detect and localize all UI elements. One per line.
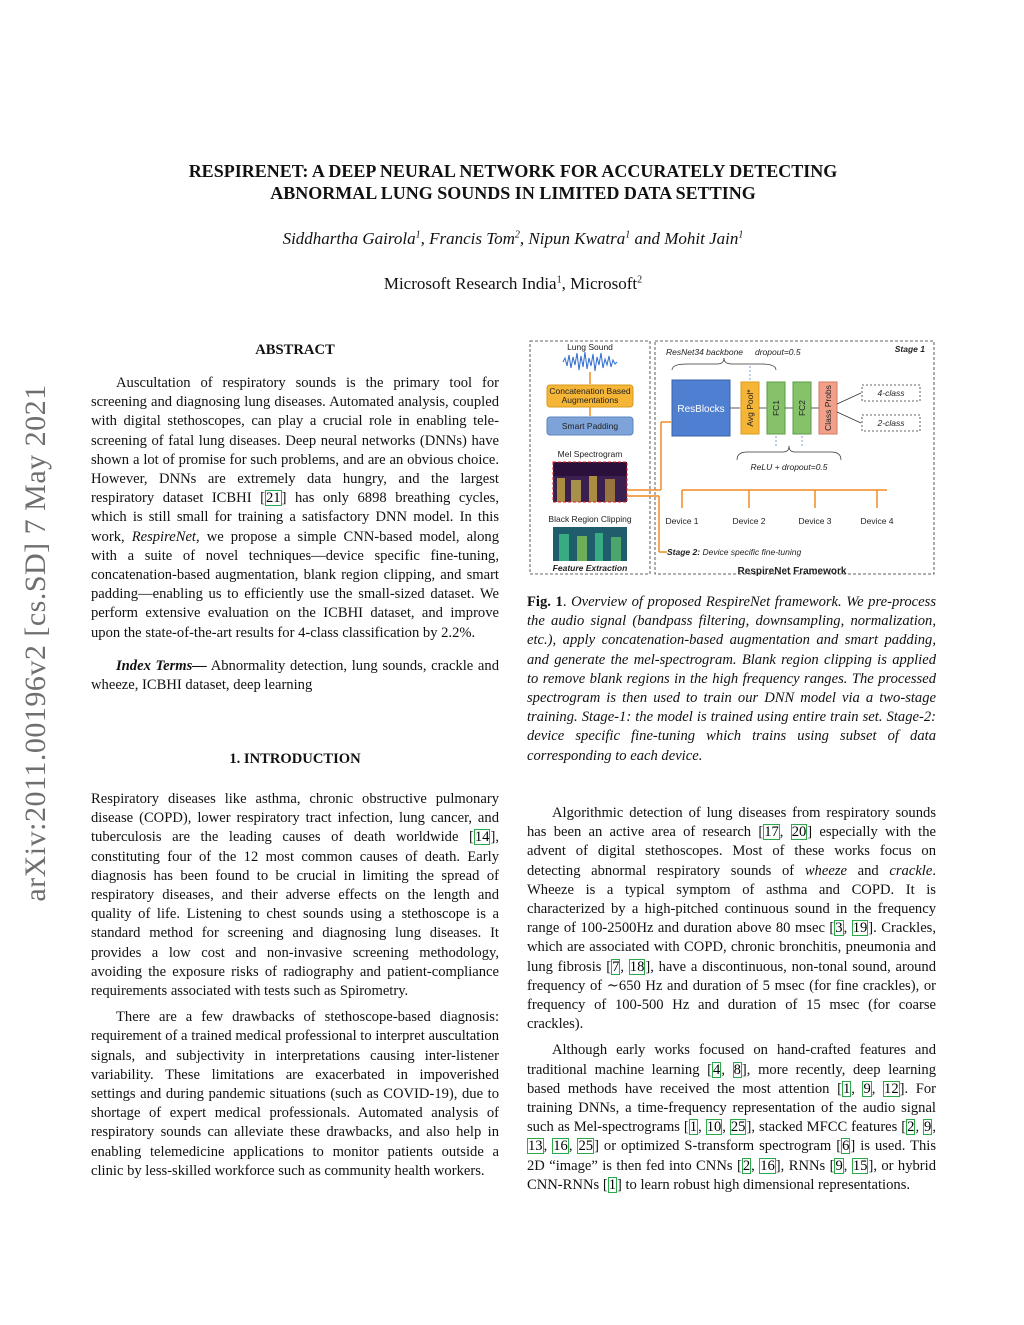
feature-extraction-label: Feature Extraction bbox=[552, 563, 628, 573]
author-list: Siddhartha Gairola$^1$, Francis Tom$^2$, Nipun Kwatra$^1$ and Mohit Jain$^1$ bbox=[282, 229, 744, 248]
paper-title: RESPIRENET: A DEEP NEURAL NETWORK FOR ACCURATELY DETECTING ABNORMAL LUNG SOUNDS IN LIMITED DATA SETTING bbox=[188, 161, 838, 203]
citation-link[interactable]: 17 bbox=[764, 824, 779, 841]
citation-link[interactable]: 9 bbox=[924, 1119, 932, 1136]
citation-link[interactable]: 25 bbox=[578, 1138, 594, 1155]
svg-text:2-class: 2-class bbox=[877, 418, 905, 428]
svg-text:Concatenation Based: Concatenation Based bbox=[549, 386, 631, 396]
abstract-heading: ABSTRACT bbox=[255, 342, 335, 358]
index-terms-label: Index Terms— bbox=[116, 657, 207, 674]
affiliations: Microsoft Research India$^1$, Microsoft$^2$ bbox=[383, 274, 643, 293]
citation-link[interactable]: 7 bbox=[612, 958, 620, 975]
citation-link[interactable]: 1 bbox=[608, 1176, 616, 1193]
citation-link[interactable]: 8 bbox=[733, 1061, 741, 1078]
citation-link[interactable]: 10 bbox=[706, 1119, 722, 1136]
device-3-label: Device 3 bbox=[798, 516, 832, 526]
citation-link[interactable]: 9 bbox=[835, 1157, 843, 1174]
citation-link[interactable]: 2 bbox=[907, 1119, 915, 1136]
citation-link[interactable]: 1 bbox=[689, 1119, 698, 1136]
citation-link[interactable]: 2 bbox=[742, 1157, 751, 1174]
svg-text:FC1: FC1 bbox=[771, 399, 781, 417]
figure-1 bbox=[527, 338, 937, 580]
svg-text:Avg Pool*: Avg Pool* bbox=[745, 389, 755, 427]
citation-link[interactable]: 1 bbox=[842, 1080, 851, 1097]
citation-link[interactable]: 19 bbox=[852, 920, 868, 937]
framework-box bbox=[655, 341, 934, 574]
device-4-label: Device 4 bbox=[860, 516, 894, 526]
citation-link[interactable]: 9 bbox=[863, 1080, 871, 1097]
respirenet-framework-diagram bbox=[527, 338, 937, 580]
svg-text:Class Probs: Class Probs bbox=[823, 385, 833, 431]
citation-link[interactable]: 12 bbox=[884, 1080, 899, 1097]
svg-text:4-class: 4-class bbox=[877, 388, 905, 398]
citation-link[interactable]: 20 bbox=[791, 824, 807, 841]
citation-link[interactable]: 6 bbox=[842, 1138, 850, 1155]
right-column-body: Algorithmic detection of lung diseases from respiratory sounds has been an active area of research [17, 20] especially with the advent of digital stethoscopes. Most of these works focus on detecting abnormal respiratory sounds of wheeze and crackle. Wheeze is a typical symptom of asthma and COPD. It is characterized by a high-pitched continuous sound in the frequency range of 100-2500Hz and duration above 80 msec [3, 19]. Crackles, which are associated with COPD, chronic bronchitis, pneumonia and lung fibrosis [7, 18], have a discontinuous, non-tonal sound, around frequency of ∼650 Hz and duration of 5 msec (for fine crackles), or frequency of 100-500 Hz and duration of 15 msec (for coarse crackles). Although early works focused on hand-crafted features and traditional machine learning [4, 8], more recently, deep learning based methods have received the most attention [1, 9, 12]. For training DNNs, a time-frequency representation of the audio signal such as Mel-spectrograms [1, 10, 25], stacked MFCC features [2, 9, 13, 16, 25] or optimized S-transform spectrogram [6] is used. This 2D “image” is then fed into CNNs [2, 16], RNNs [9, 15], or hybrid CNN-RNNs [1] to learn robust high dimensional representations. bbox=[527, 805, 937, 1193]
citation-link[interactable]: 13 bbox=[528, 1138, 543, 1155]
device-2-label: Device 2 bbox=[732, 516, 766, 526]
black-region-label: Black Region Clipping bbox=[548, 514, 632, 524]
svg-text:ResBlocks: ResBlocks bbox=[677, 404, 725, 415]
citation-link[interactable]: 16 bbox=[760, 1157, 775, 1174]
citation-link[interactable]: 18 bbox=[629, 958, 645, 975]
relu-label: ReLU + dropout=0.5 bbox=[750, 462, 828, 472]
citation-link[interactable]: 25 bbox=[730, 1119, 746, 1136]
lung-sound-waveform bbox=[563, 352, 617, 371]
svg-text:Augmentations: Augmentations bbox=[561, 395, 619, 405]
abstract-body: Auscultation of respiratory sounds is the primary tool for screening and diagnosing lung diseases. Automated analysis, coupled with digital stethoscopes, can play a crucial role in enabling tele-screening of fatal lung diseases. Deep neural networks (DNNs) have shown a lot of promise for such problems, and are an obvious choice. However, DNNs are extremely data hungry, and the largest respiratory dataset ICBHI [21] has only 6898 breathing cycles, which is still small for training a satisfactory DNN model. In this work, RespireNet, we propose a simple CNN-based model, along with a suite of novel techniques—device specific fine-tuning, concatenation-based augmentation, blank region clipping, and smart padding—enabling us to efficiently use the small-sized dataset. We perform extensive evaluation on the ICBHI dataset, and improve upon the state-of-the-art results for 4-class classification by 2.2%. Index Terms— Abnormality detection, lung sounds, crackle and wheeze, ICBHI dataset, deep learning bbox=[91, 375, 499, 694]
arxiv-stamp: arXiv:2011.00196v2 [cs.SD] 7 May 2021 bbox=[19, 383, 52, 902]
citation-link[interactable]: 16 bbox=[553, 1138, 568, 1155]
citation-link[interactable]: 14 bbox=[474, 829, 490, 846]
stage2-label: Stage 2: Device specific fine-tuning bbox=[667, 547, 802, 557]
dropout-label: dropout=0.5 bbox=[755, 347, 801, 357]
citation-link[interactable]: 4 bbox=[713, 1061, 721, 1078]
device-1-label: Device 1 bbox=[665, 516, 699, 526]
citation-link[interactable]: 3 bbox=[835, 920, 843, 937]
figure-1-caption: Fig. 1. Overview of proposed RespireNet framework. We pre-process the audio signal (bandpass filtering, downsampling, normalization, etc.), apply concatenation-based augmentation and smart padding, and generate the mel-spectrogram. Blank region clipping is applied to remove blank regions in the high frequency ranges. The processed spectrogram is then used to train our DNN model via a two-stage training. Stage-1: the model is trained using entire train set. Stage-2: device specific fine-tuning which trains using subset of data corresponding to each device. bbox=[527, 594, 936, 764]
citation-link[interactable]: 21 bbox=[265, 490, 281, 507]
svg-text:Smart Padding: Smart Padding bbox=[561, 421, 619, 431]
stage1-label: Stage 1 bbox=[894, 344, 925, 354]
svg-text:FC2: FC2 bbox=[797, 399, 807, 417]
lung-sound-label: Lung Sound bbox=[567, 342, 613, 352]
mel-spectrogram-label: Mel Spectrogram bbox=[557, 449, 623, 459]
introduction-body: Respiratory diseases like asthma, chronic obstructive pulmonary disease (COPD), lower respiratory tract infection, lung cancer, and tuberculosis are the leading causes of death worldwide [14], constituting four of the 12 most common causes of death. Early diagnosis has been found to be crucial in limiting the spread of respiratory diseases, and their adverse effects on the length and quality of life. Listening to chest sounds using a stethoscope is a standard method for screening and diagnosing lung diseases. It provides a low cost and non-invasive screening methodology, avoiding the exposure risks of radiography and patient-compliance requirements associated with tests such as Spirometry. There are a few drawbacks of stethoscope-based diagnosis: requirement of a trained medical professional to interpret auscultation signals, and subjectivity in interpretations causing inter-listener variability. These limitations are exacerbated in impoverished settings and during pandemic situations (such as COVID-19), due to shortage of expert medical professionals. Automated analysis of respiratory sounds can alleviate these drawbacks, and also help in enabling telemedicine applications to monitor patients outside a clinic by less-skilled workforce such as community health workers. bbox=[91, 791, 499, 1179]
citation-link[interactable]: 15 bbox=[852, 1157, 868, 1174]
framework-title: RespireNet Framework bbox=[737, 566, 847, 577]
backbone-label: ResNet34 backbone bbox=[666, 347, 744, 357]
introduction-heading: 1. INTRODUCTION bbox=[229, 751, 361, 767]
